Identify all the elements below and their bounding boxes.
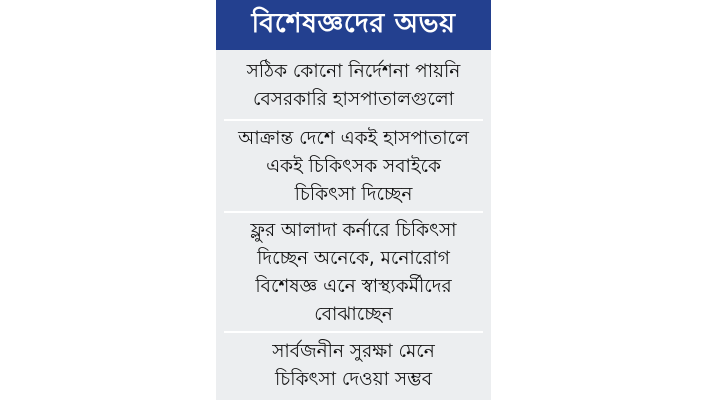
list-item bbox=[222, 338, 485, 394]
list-item bbox=[222, 217, 485, 329]
divider bbox=[224, 331, 483, 333]
item-line: বোঝাচ্ছেন bbox=[314, 304, 393, 325]
list-item bbox=[222, 58, 485, 114]
item-line: বিশেষজ্ঞ এনে স্বাস্থ্যকর্মীদের bbox=[255, 276, 452, 297]
list-item bbox=[222, 125, 485, 209]
divider bbox=[224, 211, 483, 213]
info-panel bbox=[216, 0, 491, 400]
panel-title: বিশেষজ্ঞদের অভয় bbox=[251, 7, 456, 39]
panel-header bbox=[216, 0, 491, 50]
item-line: আক্রান্ত দেশে একই হাসপাতালে bbox=[238, 128, 469, 149]
item-line: সার্বজনীন সুরক্ষা মেনে bbox=[272, 341, 435, 362]
item-line: দিচ্ছেন অনেকে, মনোরোগ bbox=[257, 248, 450, 269]
divider bbox=[224, 119, 483, 121]
item-line: সঠিক কোনো নির্দেশনা পায়নি bbox=[246, 61, 461, 82]
item-line: চিকিৎসা দেওয়া সম্ভব bbox=[275, 369, 432, 390]
item-line: একই চিকিৎসক সবাইকে bbox=[266, 156, 441, 177]
item-line: চিকিৎসা দিচ্ছেন bbox=[294, 184, 413, 205]
item-line: ফ্লুর আলাদা কর্নারে চিকিৎসা bbox=[250, 220, 457, 241]
item-line: বেসরকারি হাসপাতালগুলো bbox=[252, 89, 455, 110]
